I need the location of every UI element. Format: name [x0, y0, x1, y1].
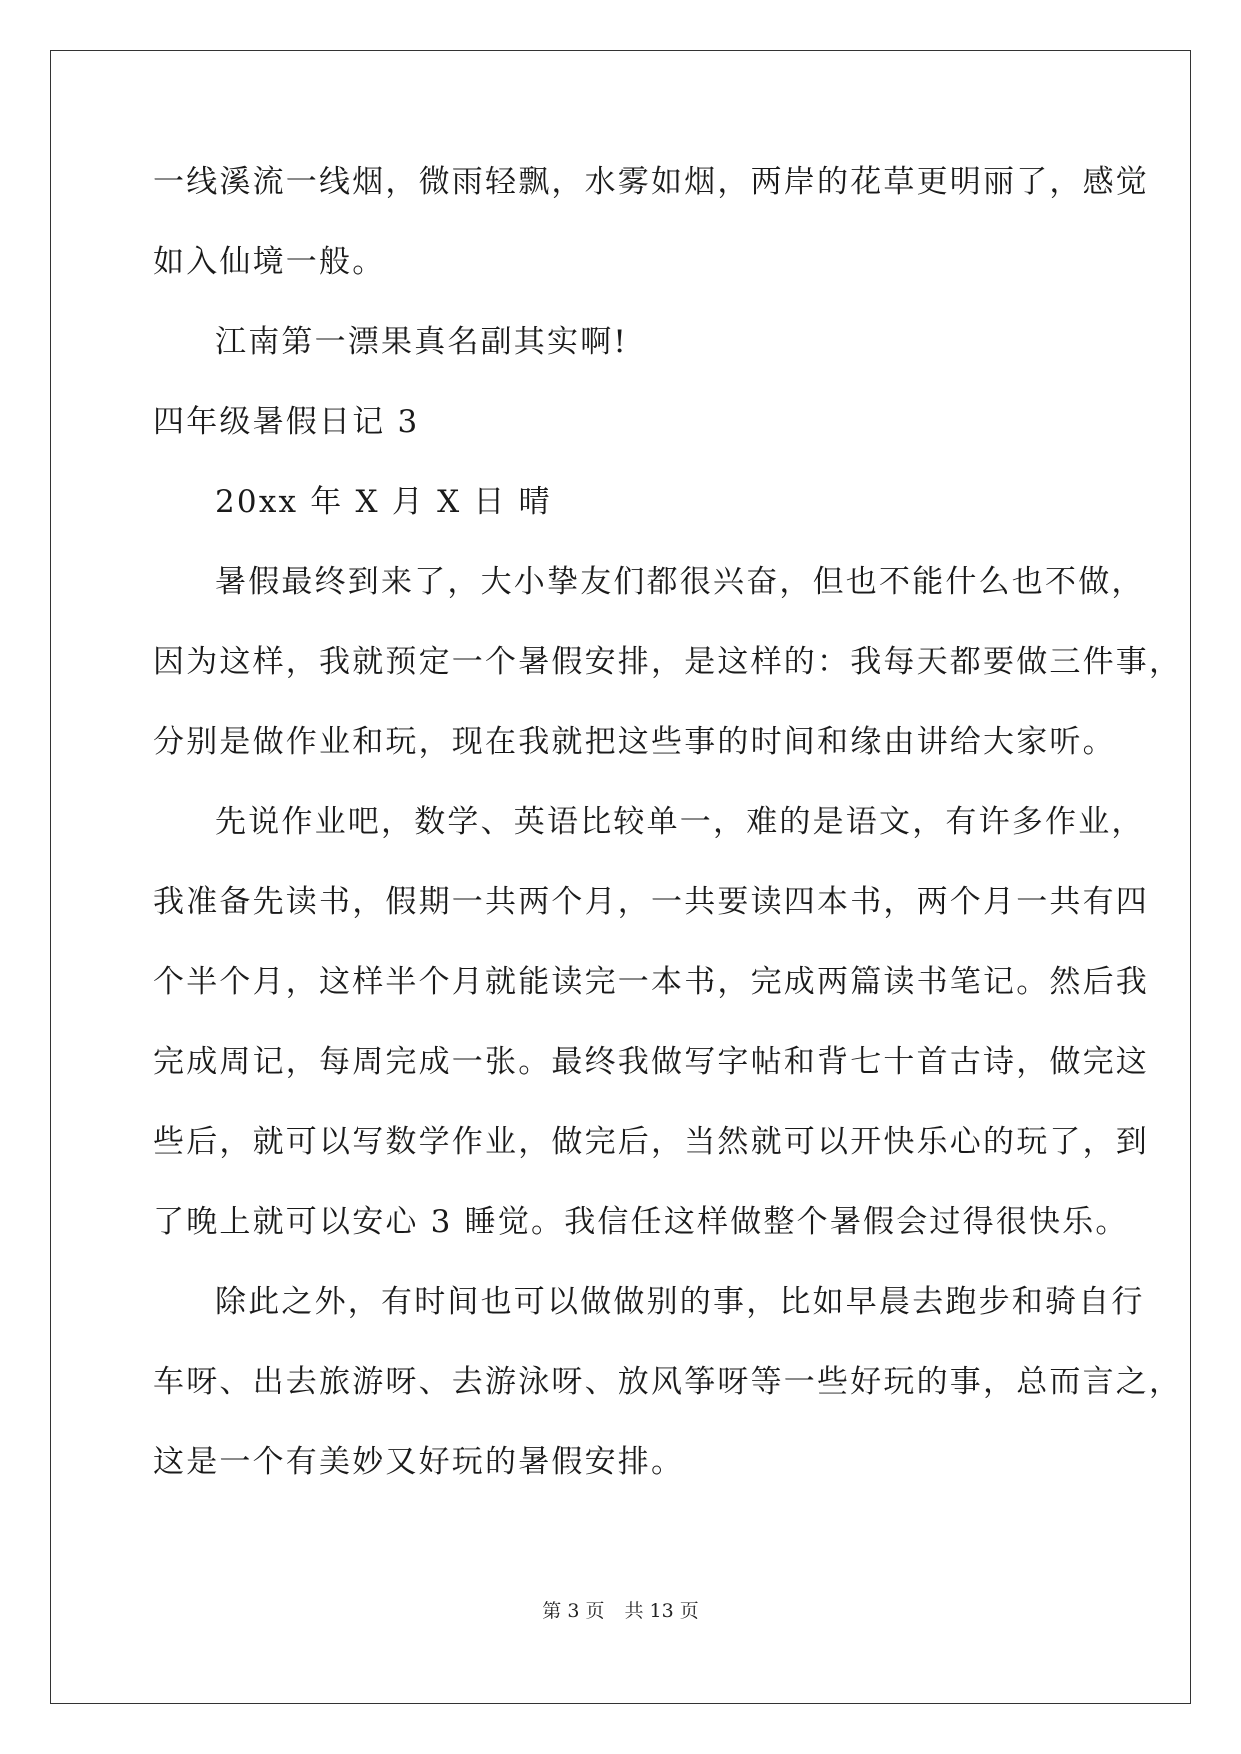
text-line-8: 分别是做作业和玩，现在我就把这些事的时间和缘由讲给大家听。	[153, 724, 1116, 760]
diary-date-line: 20xx 年 X 月 X 日 晴	[215, 484, 552, 520]
text-line-7: 因为这样，我就预定一个暑假安排，是这样的：我每天都要做三件事，	[153, 644, 1183, 680]
text-line-15: 除此之外，有时间也可以做做别的事，比如早晨去跑步和骑自行	[215, 1284, 1145, 1320]
text-line-3: 江南第一漂果真名副其实啊!	[215, 324, 629, 360]
text-line-11: 个半个月，这样半个月就能读完一本书，完成两篇读书笔记。然后我	[153, 964, 1149, 1000]
section-heading: 四年级暑假日记 3	[153, 404, 420, 440]
text-line-2: 如入仙境一般。	[153, 244, 386, 280]
document-body	[153, 162, 1183, 1522]
text-line-16: 车呀、出去旅游呀、去游泳呀、放风筝呀等一些好玩的事，总而言之，	[153, 1364, 1183, 1400]
text-line-10: 我准备先读书，假期一共两个月，一共要读四本书，两个月一共有四	[153, 884, 1149, 920]
text-line-6: 暑假最终到来了，大小挚友们都很兴奋，但也不能什么也不做，	[215, 564, 1145, 600]
total-page-count: 共 13 页	[624, 1600, 699, 1622]
text-line-13: 些后，就可以写数学作业，做完后，当然就可以开快乐心的玩了，到	[153, 1124, 1149, 1160]
page-footer	[0, 1599, 1241, 1623]
text-line-9: 先说作业吧，数学、英语比较单一，难的是语文，有许多作业，	[215, 804, 1145, 840]
text-line-14: 了晚上就可以安心 3 睡觉。我信任这样做整个暑假会过得很快乐。	[153, 1204, 1129, 1240]
text-line-1: 一线溪流一线烟，微雨轻飘，水雾如烟，两岸的花草更明丽了，感觉	[153, 164, 1149, 200]
text-line-12: 完成周记，每周完成一张。最终我做写字帖和背七十首古诗，做完这	[153, 1044, 1149, 1080]
current-page-number: 第 3 页	[542, 1600, 605, 1622]
text-line-17: 这是一个有美妙又好玩的暑假安排。	[153, 1444, 685, 1480]
